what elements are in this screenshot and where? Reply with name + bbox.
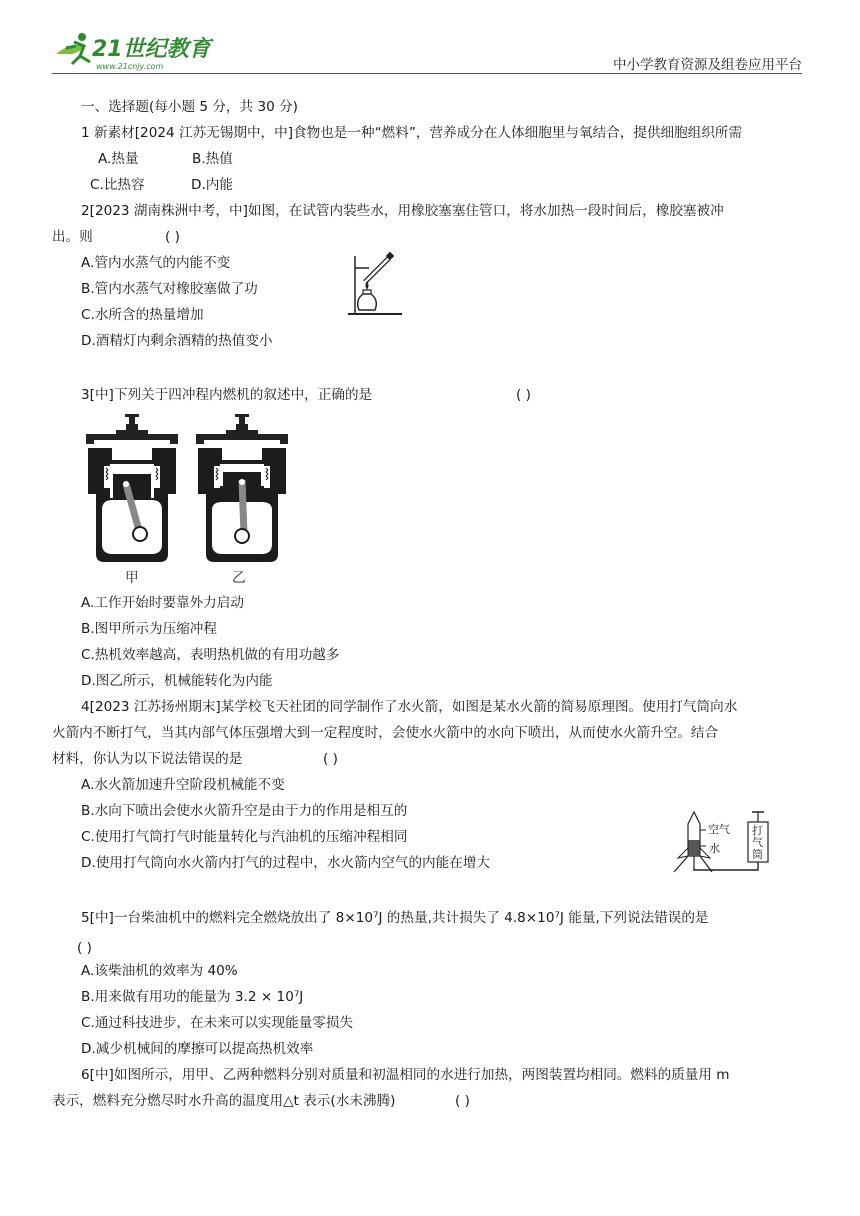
q2-answer-paren: ( ) bbox=[165, 229, 180, 245]
q3-option-a[interactable]: A.工作开始时要靠外力启动 bbox=[81, 595, 244, 611]
logo-text: 21世纪教育 bbox=[92, 37, 211, 62]
header-divider bbox=[52, 73, 802, 74]
section-title: 一、选择题(每小题 5 分，共 30 分) bbox=[81, 99, 298, 115]
q2-option-a[interactable]: A.管内水蒸气的内能不变 bbox=[81, 255, 231, 271]
engine-figure-yi bbox=[192, 414, 292, 564]
q4-stem-line1: 4[2023 江苏扬州期末]某学校飞天社团的同学制作了水火箭，如图是某水火箭的简易原理图。使用打气筒向水 bbox=[81, 699, 738, 715]
q3-option-c[interactable]: C.热机效率越高，表明热机做的有用功越多 bbox=[81, 647, 340, 663]
platform-name: 中小学教育资源及组卷应用平台 bbox=[613, 57, 802, 73]
q1-option-d[interactable]: D.内能 bbox=[191, 177, 233, 193]
q5-option-a[interactable]: A.该柴油机的效率为 40% bbox=[81, 963, 238, 979]
rocket-label-air: 空气 bbox=[708, 823, 730, 836]
q4-stem-line3: 材料，你认为以下说法错误的是 bbox=[52, 751, 243, 767]
q5-option-b[interactable]: B.用来做有用功的能量为 3.2 × 10⁷J bbox=[81, 989, 304, 1005]
q5-answer-paren: ( ) bbox=[77, 940, 92, 956]
site-logo[interactable] bbox=[52, 28, 232, 72]
q3-stem: 3[中]下列关于四冲程内燃机的叙述中，正确的是 bbox=[81, 387, 373, 403]
q4-option-c[interactable]: C.使用打气筒打气时能量转化与汽油机的压缩冲程相同 bbox=[81, 829, 408, 845]
q2-option-c[interactable]: C.水所含的热量增加 bbox=[81, 307, 204, 323]
q6-stem-line2: 表示，燃料充分燃尽时水升高的温度用△t 表示(水未沸腾) bbox=[52, 1093, 396, 1109]
q5-option-d[interactable]: D.减少机械间的摩擦可以提高热机效率 bbox=[81, 1041, 314, 1057]
q2-option-b[interactable]: B.管内水蒸气对橡胶塞做了功 bbox=[81, 281, 258, 297]
q4-stem-line2: 火箭内不断打气，当其内部气体压强增大到一定程度时，会使水火箭中的水向下喷出，从而使水火箭升空。结合 bbox=[52, 725, 719, 741]
q3-answer-paren: ( ) bbox=[516, 387, 531, 403]
rocket-label-pump: 打气筒 bbox=[752, 824, 763, 861]
q1-option-b[interactable]: B.热值 bbox=[192, 151, 233, 167]
engine-label-yi: 乙 bbox=[232, 570, 246, 586]
engine-label-jia: 甲 bbox=[125, 570, 139, 586]
rocket-label-water: 水 bbox=[709, 842, 720, 855]
q4-option-b[interactable]: B.水向下喷出会使水火箭升空是由于力的作用是相互的 bbox=[81, 803, 408, 819]
q4-answer-paren: ( ) bbox=[323, 751, 338, 767]
q2-stem-line1: 2[2023 湖南株洲中考，中]如图，在试管内装些水，用橡胶塞塞住管口，将水加热一段时间后，橡胶塞被冲 bbox=[81, 203, 724, 219]
q3-option-b[interactable]: B.图甲所示为压缩冲程 bbox=[81, 621, 217, 637]
q2-option-d[interactable]: D.酒精灯内剩余酒精的热值变小 bbox=[81, 333, 273, 349]
q2-stem-line2: 出。则 bbox=[52, 229, 93, 245]
q4-option-a[interactable]: A.水火箭加速升空阶段机械能不变 bbox=[81, 777, 285, 793]
q1-stem: 1 新素材[2024 江苏无锡期中，中]食物也是一种“燃料”，营养成分在人体细胞里与氧结合，提供细胞组织所需 bbox=[81, 125, 743, 141]
q3-option-d[interactable]: D.图乙所示，机械能转化为内能 bbox=[81, 673, 273, 689]
q1-option-a[interactable]: A.热量 bbox=[98, 151, 139, 167]
q6-answer-paren: ( ) bbox=[455, 1093, 470, 1109]
runner-logo-icon bbox=[56, 33, 90, 64]
logo-url: www.21cnjy.com bbox=[96, 62, 164, 71]
q5-option-c[interactable]: C.通过科技进步，在未来可以实现能量零损失 bbox=[81, 1015, 354, 1031]
q4-option-d[interactable]: D.使用打气筒向水火箭内打气的过程中，水火箭内空气的内能在增大 bbox=[81, 855, 491, 871]
test-tube-figure bbox=[345, 248, 405, 316]
engine-figure-jia bbox=[82, 414, 182, 564]
q5-stem: 5[中]一台柴油机中的燃料完全燃烧放出了 8×10⁷J 的热量,共计损失了 4.8×10⁷J 能量,下列说法错误的是 bbox=[81, 910, 709, 926]
q6-stem-line1: 6[中]如图所示，用甲、乙两种燃料分别对质量和初温相同的水进行加热，两图装置均相同。燃料的质量用 m bbox=[81, 1067, 730, 1083]
q1-option-c[interactable]: C.比热容 bbox=[90, 177, 145, 193]
